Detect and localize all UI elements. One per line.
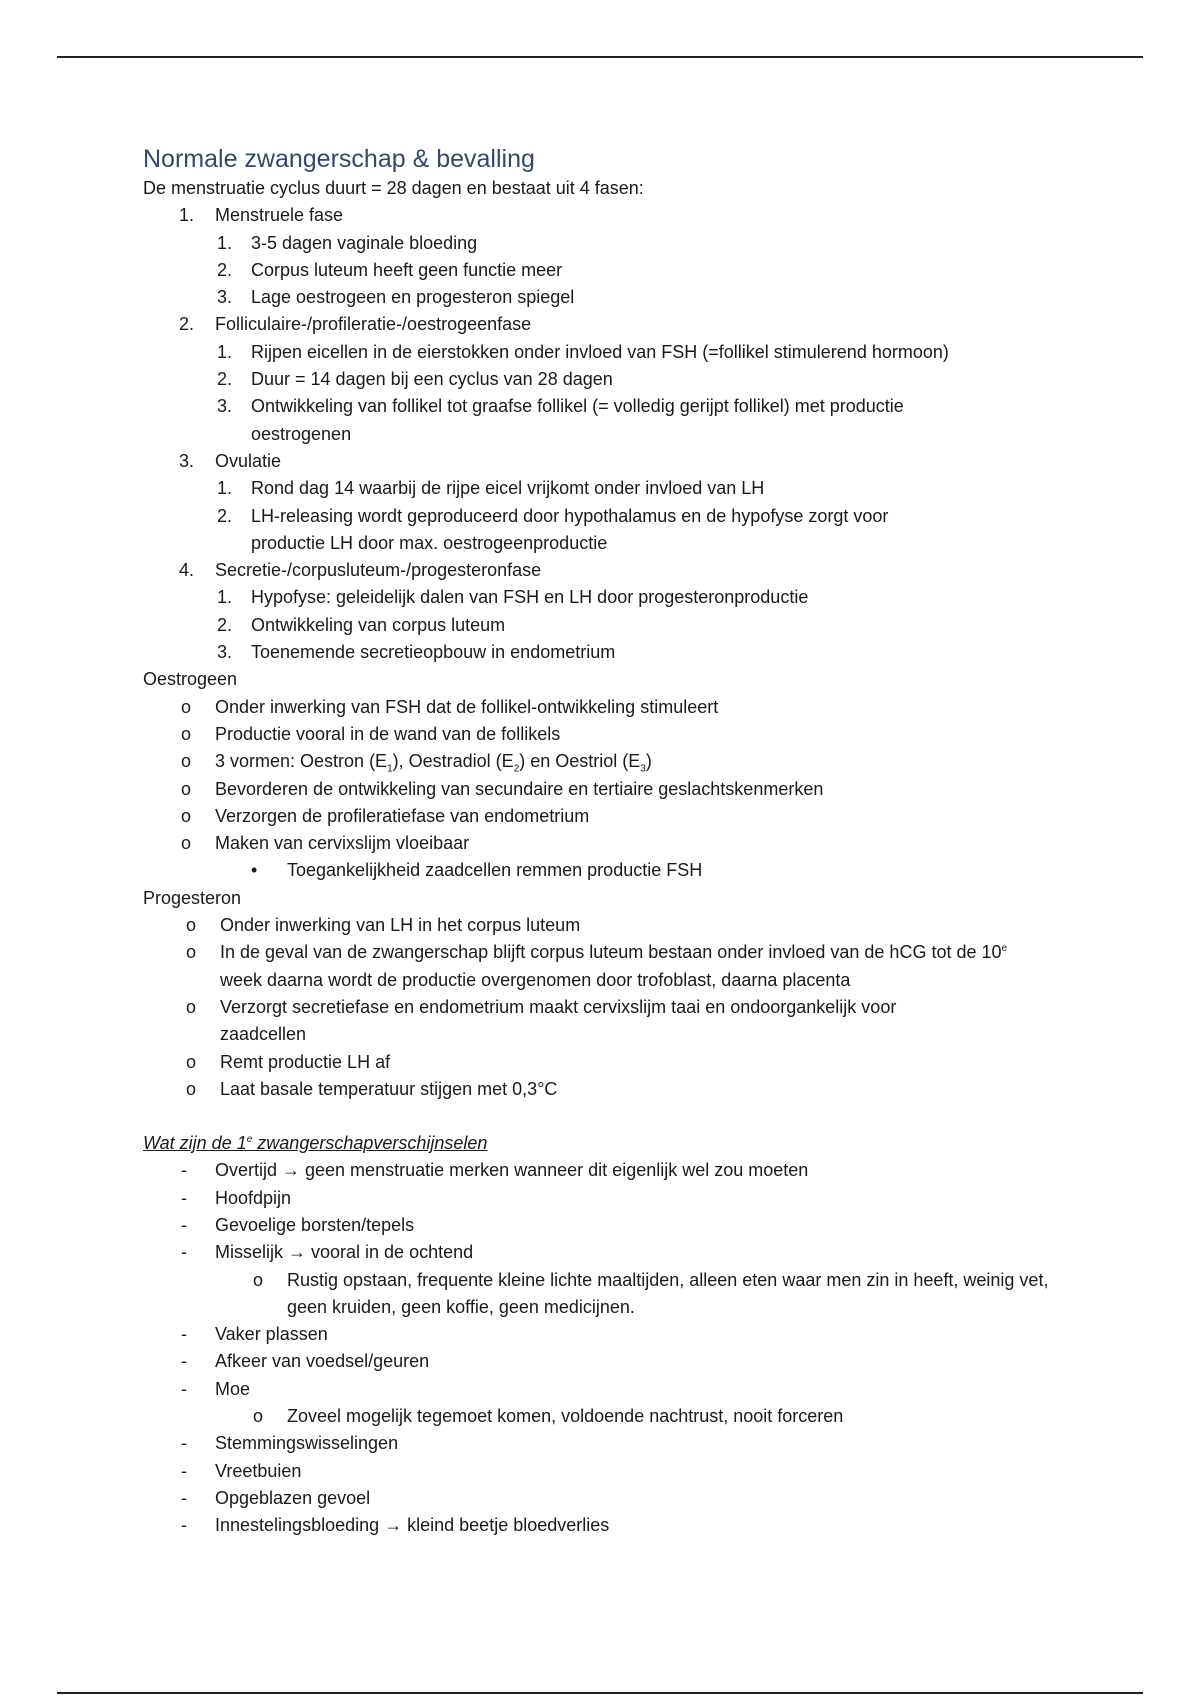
- section-heading-oestrogeen: Oestrogeen: [143, 669, 238, 690]
- phase-item: [143, 202, 1063, 229]
- list-item: 2. LH-releasing wordt geproduceerd door hypothalamus en de hypofyse zorgt voor productie LH door max. oestrogeenproductie: [217, 505, 889, 553]
- list-item: o 3 vormen: Oestron $(E_1)$, Oestradiol $(E_2)$ en Oestriol $(E_3)$: [181, 751, 652, 775]
- sub-list-item: • Toegankelijkheid zaadcellen remmen productie FSH: [251, 860, 703, 881]
- footer-rule: [57, 1692, 1143, 1694]
- list-item: 3. Lage oestrogeen en progesteron spiegel: [217, 287, 575, 308]
- list-item: - Overtijd → geen menstruatie merken wanneer dit eigenlijk wel zou moeten: [181, 1160, 809, 1181]
- list-item: - Hoofdpijn: [181, 1187, 292, 1208]
- phase-number: 3.: [179, 450, 195, 471]
- list-item: o Productie vooral in de wand van de follikels: [181, 723, 561, 744]
- list-item: 1. Rond dag 14 waarbij de rijpe eicel vrijkomt onder invloed van LH: [217, 478, 765, 499]
- list-item: o Remt productie LH af: [186, 1051, 391, 1072]
- intro-line: De menstruatie cyclus duurt = 28 dagen en bestaat uit 4 fasen:: [143, 178, 644, 198]
- phase-label: Ovulatie: [215, 450, 282, 471]
- list-item: - Gevoelige borsten/tepels: [181, 1214, 415, 1235]
- list-item: 2. Corpus luteum heeft geen functie meer: [217, 259, 563, 280]
- phase-number: 1.: [179, 205, 195, 226]
- list-item: - Afkeer van voedsel/geuren: [181, 1351, 430, 1372]
- page-title: Normale zwangerschap & bevalling: [143, 145, 535, 173]
- list-item: - Opgeblazen gevoel: [181, 1487, 371, 1508]
- phase-item: [143, 557, 1063, 584]
- section-heading-signs: Wat zijn de 1e zwangerschapverschijnselen: [143, 1133, 488, 1154]
- phase-number: 4.: [179, 560, 195, 581]
- list-item: 1. Rijpen eicellen in de eierstokken onder invloed van FSH (=follikel stimulerend hormoon): [217, 341, 949, 362]
- list-item: 2. Duur = 14 dagen bij een cyclus van 28 dagen: [217, 369, 613, 390]
- list-item: 3. Toenemende secretieopbouw in endometrium: [217, 642, 616, 663]
- phase-item: [143, 448, 1063, 475]
- sub-list-item: o Zoveel mogelijk tegemoet komen, voldoende nachtrust, nooit forceren: [253, 1406, 844, 1427]
- phase-item: [143, 311, 1063, 338]
- list-item: 2. Ontwikkeling van corpus luteum: [217, 614, 506, 635]
- phase-label: Secretie-/corpusluteum-/progesteronfase: [215, 560, 542, 581]
- list-item: o Onder inwerking van FSH dat de follikel-ontwikkeling stimuleert: [181, 696, 719, 717]
- list-item: - Innestelingsbloeding → kleind beetje bloedverlies: [181, 1515, 610, 1536]
- list-item: - Vreetbuien: [181, 1460, 302, 1481]
- section-heading-progesteron: Progesteron: [143, 887, 242, 908]
- phase-label: Menstruele fase: [215, 205, 344, 226]
- list-item: o Bevorderen de ontwikkeling van secundaire en tertiaire geslachtskenmerken: [181, 778, 824, 799]
- list-item: o Onder inwerking van LH in het corpus luteum: [186, 915, 581, 936]
- list-item: 1. Hypofyse: geleidelijk dalen van FSH en LH door progesteronproductie: [217, 587, 809, 608]
- list-item: 3. Ontwikkeling van follikel tot graafse follikel (= volledig gerijpt follikel) met productie oestrogenen: [217, 396, 904, 444]
- list-item: o Verzorgt secretiefase en endometrium maakt cervixslijm taai en ondoorgankelijk voor zaadcellen: [186, 996, 897, 1045]
- list-item: o Verzorgen de profileratiefase van endometrium: [181, 805, 590, 826]
- list-item: 1. 3-5 dagen vaginale bloeding: [217, 232, 478, 253]
- sub-list-item: o Rustig opstaan, frequente kleine lichte maaltijden, alleen eten waar men zin in heeft, weinig vet, geen kruiden, geen koffie, geen medicijnen.: [253, 1269, 1049, 1317]
- phase-number: 2.: [179, 314, 195, 335]
- list-item: - Vaker plassen: [181, 1324, 328, 1345]
- list-item: o In de geval van de zwangerschap blijft corpus luteum bestaan onder invloed van de hCG tot de 10e week daarna wordt de productie overgenomen door trofoblast, daarna placenta: [186, 942, 1008, 990]
- header-rule: [57, 56, 1143, 58]
- list-item: o Maken van cervixslijm vloeibaar: [181, 833, 470, 854]
- list-item: - Misselijk → vooral in de ochtend: [181, 1242, 474, 1263]
- list-item: o Laat basale temperatuur stijgen met 0,3°C: [186, 1078, 558, 1099]
- list-item: - Stemmingswisselingen: [181, 1433, 399, 1454]
- phase-label: Folliculaire-/profileratie-/oestrogeenfase: [215, 314, 532, 335]
- document-body: [143, 143, 1063, 1540]
- list-item: - Moe: [181, 1378, 251, 1399]
